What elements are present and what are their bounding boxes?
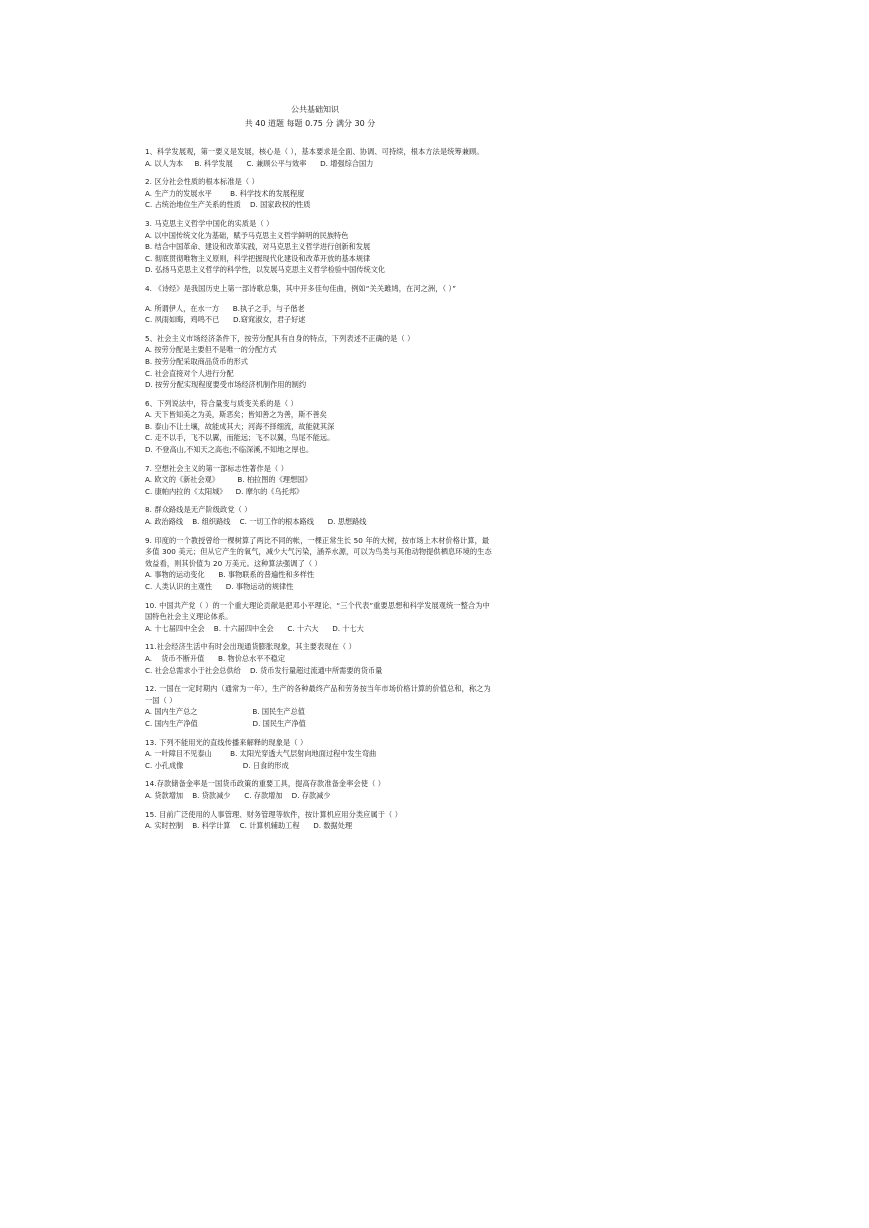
question-stem: 10. 中国共产党（ ）的一个重大理论贡献是把邓小平理论、“三个代表”重要思想和科学发展观统一整合为中国特色社会主义理论体系。: [145, 600, 490, 622]
answer-options-line: C. 社会总需求小于社会总供给 D. 货币发行量超过流通中所需要的货币量: [145, 665, 383, 675]
answer-options-line: C. 夙雨如晦，鸡鸣不已 D.窈窕淑女，君子好逑: [145, 315, 306, 325]
question-item: [145, 463, 495, 498]
answer-options-line: A. 十七届四中全会 B. 十六届四中全会 C. 十六大 D. 十七大: [145, 623, 364, 633]
answer-options-line: A. 以人为本 B. 科学发展 C. 兼顾公平与效率 D. 增强综合国力: [145, 158, 374, 168]
answer-options-line: C. 康帕内拉的《太阳城》 D. 摩尔的《乌托邦》: [145, 486, 304, 496]
question-item: [145, 283, 495, 326]
question-stem: 5、社会主义市场经济条件下，按劳分配具有自身的特点，下列表述不正确的是（ ）: [145, 333, 415, 343]
answer-options-line: C. 占统治地位生产关系的性质 D. 国家政权的性质: [145, 200, 311, 210]
question-item: [145, 176, 495, 211]
question-stem: 11.社会经济生活中有时会出现通货膨胀现象，其主要表现在（ ）: [145, 642, 356, 652]
question-stem: 6、下列说法中，符合量变与质变关系的是（ ）: [145, 398, 298, 408]
answer-options-line: A. 国内生产总之 B. 国民生产总值: [145, 707, 305, 717]
question-stem: 8. 群众路线是无产阶级政党（ ）: [145, 505, 252, 515]
answer-options-line: A. 事物的运动变化 B. 事物联系的普遍性和多样性: [145, 570, 315, 580]
question-stem: 14.存款储备金率是一国货币政策的重要工具，提高存款准备金率会使（ ）: [145, 779, 386, 789]
question-item: [145, 146, 495, 169]
answer-options-line: A. 欧文的《新社会观》 B. 柏拉图的《理想国》: [145, 475, 312, 485]
answer-options-line: A. 以中国传统文化为基础，赋予马克思主义哲学鲜明的民族特色: [145, 230, 349, 240]
question-stem: 15. 目前广泛使用的人事管理、财务管理等软件，按计算机应用分类应属于（ ）: [145, 809, 402, 819]
question-stem: 12. 一国在一定时期内（通常为一年），生产的各种最终产品和劳务按当年市场价格计算的价值总和，称之为一国（ ）: [145, 684, 491, 705]
answer-options-line: C. 彻底贯彻唯物主义原则，科学把握现代化建设和改革开放的基本规律: [145, 253, 371, 263]
question-stem: 2. 区分社会性质的根本标准是（ ）: [145, 177, 259, 187]
answer-options-line: A. 一叶障目不见泰山 B. 太阳光穿透大气层射向地面过程中发生弯曲: [145, 749, 377, 759]
answer-options-line: A. 生产力的发展水平 B. 科学技术的发展程度: [145, 188, 305, 198]
question-item: [145, 641, 495, 676]
answer-options-line: C. 走不以手，飞不以翼，而能远；飞不以翼，鸟尾不能远。: [145, 433, 335, 443]
page-subtitle: 共 40 道题 每题 0.75 分 满分 30 分: [244, 119, 376, 128]
question-item: [145, 600, 495, 635]
answer-options-line: B. 泰山不让土壤，故能成其大；河海不择细流，故能就其深: [145, 421, 335, 431]
answer-options-line: C. 国内生产净值 D. 国民生产净值: [145, 718, 306, 728]
answer-options-line: B. 结合中国革命、建设和改革实践，对马克思主义哲学进行创新和发展: [145, 242, 371, 252]
answer-options-line: A. 天下皆知美之为美，斯恶矣；皆知善之为善，斯不善矣: [145, 410, 327, 420]
question-stem: 1、科学发展观，第一要义是发展，核心是（ ），基本要求是全面、协调、可持续，根本方法是统筹兼顾。: [145, 147, 484, 156]
answer-options-line: C. 社会直接对个人进行分配: [145, 368, 234, 378]
question-item: [145, 535, 495, 593]
question-item: [145, 809, 495, 832]
question-list: [145, 146, 495, 832]
question-stem: 3. 马克思主义哲学中国化的实质是（ ）: [145, 218, 274, 228]
answer-options-line: B. 按劳分配采取商品货币的形式: [145, 356, 248, 366]
question-item: [145, 398, 495, 456]
question-stem: 13. 下列不能用光的直线传播来解释的现象是（ ）: [145, 737, 308, 747]
answer-options-line: C. 小孔成像 D. 日食的形成: [145, 760, 289, 770]
document-page: [145, 104, 495, 839]
answer-options-line: A. 货币不断升值 B. 物价总水平不稳定: [145, 653, 286, 663]
question-item: [145, 218, 495, 276]
answer-options-line: A. 实时控制 B. 科学计算 C. 计算机辅助工程 D. 数据处理: [145, 821, 353, 831]
question-item: [145, 778, 495, 801]
answer-options-line: D. 按劳分配实现程度要受市场经济机制作用的制约: [145, 380, 307, 390]
answer-options-line: A. 贷款增加 B. 贷款减少 C. 存款增加 D. 存款减少: [145, 790, 331, 800]
question-item: [145, 737, 495, 772]
question-stem: 7. 空想社会主义的第一部标志性著作是（ ）: [145, 463, 289, 473]
answer-options-line: C. 人类认识的主观性 D. 事物运动的规律性: [145, 582, 294, 591]
page-title: 公共基础知识: [291, 105, 339, 114]
answer-options-line: D. 不登高山,不知天之高也;不临深溪,不知地之厚也。: [145, 445, 314, 455]
question-item: [145, 683, 495, 729]
answer-options-line: D. 弘扬马克思主义哲学的科学性，以发展马克思主义哲学检验中国传统文化: [145, 265, 386, 275]
question-item: [145, 504, 495, 527]
answer-options-line: A. 所谓伊人，在水一方 B.执子之手，与子偕老: [145, 303, 305, 313]
question-stem: 4. 《诗经》是我国历史上第一部诗歌总集，其中开多佳句佳曲，例如“关关雎鸠，在河之洲，（ ）”: [145, 283, 457, 293]
spacer: [145, 295, 495, 303]
answer-options-line: A. 政治路线 B. 组织路线 C. 一切工作的根本路线 D. 思想路线: [145, 517, 367, 527]
question-stem: 9. 印度的一个教授曾给一棵树算了两比不同的帐，一棵正常生长 50 年的大树，按市场上木材价格计算，最多值 300 美元；但从它产生的氧气，减少大气污染，涵养水源，可以为鸟类与其他动物提供栖息环境的生态效益看，则其价值为 20 万美元。这种算法强调了（ ）: [145, 535, 492, 568]
question-item: [145, 333, 495, 391]
answer-options-line: A. 按劳分配是主要但不是唯一的分配方式: [145, 345, 277, 355]
